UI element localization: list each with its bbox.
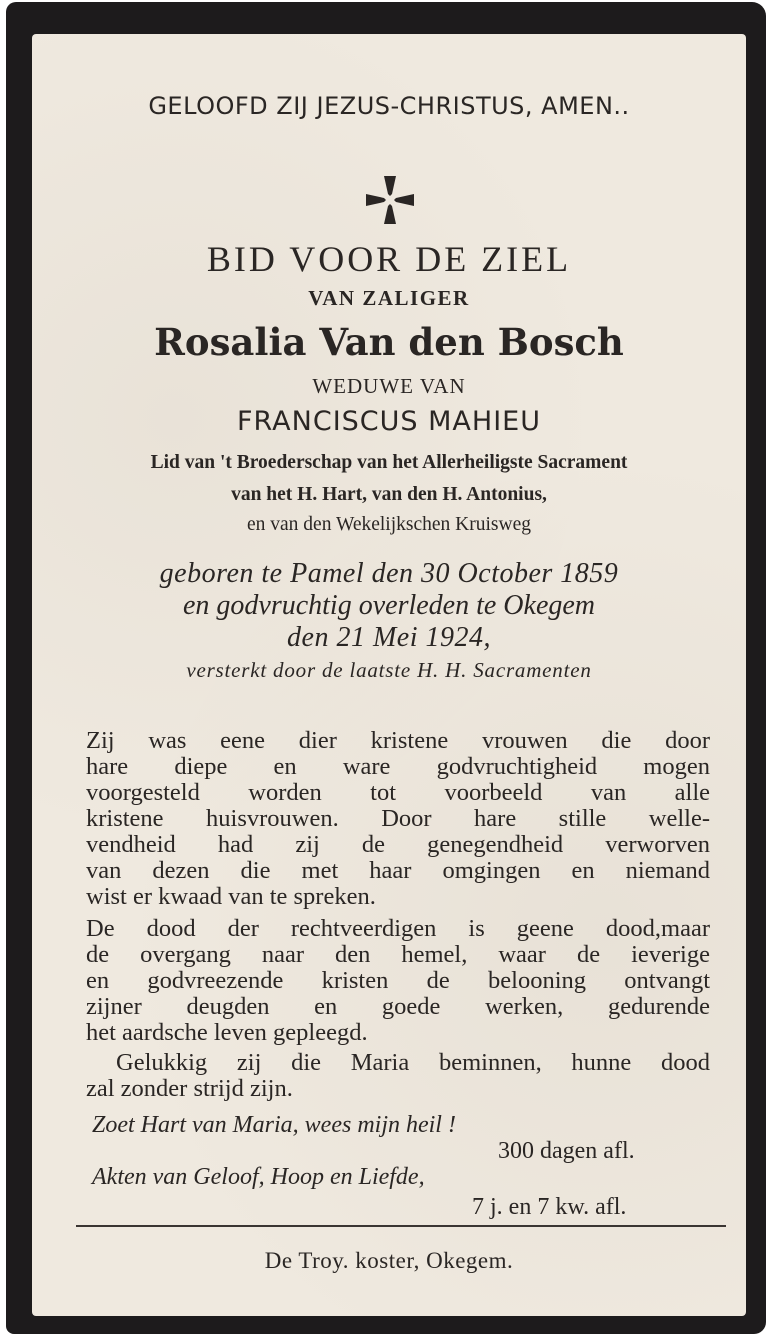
paragraph-1-line: wist er kwaad van te spreken. [86,883,376,910]
paragraph-1-line: kristene huisvrouwen. Door hare stille welle- [86,805,710,832]
spouse-name: FRANCISCUS MAHIEU [236,406,541,437]
heading-van-zaliger: VAN ZALIGER [308,286,470,310]
paragraph-1-line: van dezen die met haar omgingen en niemand [86,857,710,884]
card-paper [32,34,746,1316]
cross-pattee-icon [364,174,416,226]
paragraph-1-line: Zij was eene dier kristene vrouwen die door [86,727,710,754]
paragraph-2-line: zijner deugden en goede werken, gedurende [86,993,710,1020]
membership-line-1: Lid van 't Broederschap van het Allerheiligste Sacrament [150,452,628,473]
paragraph-2-line: en godvreezende kristen de belooning ontvangt [86,967,710,994]
death-line: en godvruchtig overleden te Okegem [182,590,596,621]
membership-line-3: en van den Wekelijkschen Kruisweg [247,514,531,535]
prayer-1-indulgence: 300 dagen afl. [498,1138,635,1164]
paragraph-2-line: het aardsche leven gepleegd. [86,1019,368,1046]
prayer-2: Akten van Geloof, Hoop en Liefde, [92,1164,425,1190]
paragraph-1-line: hare diepe en ware godvruchtigheid mogen [86,753,710,780]
paragraph-3-line: Gelukkig zij die Maria beminnen, hunne dood [116,1049,710,1076]
death-date: den 21 Mei 1924, [287,622,491,653]
divider-rule [76,1225,726,1227]
printer-line: De Troy. koster, Okegem. [264,1248,514,1273]
paragraph-2-line: De dood der rechtveerdigen is geene dood,maar [86,915,710,942]
paragraph-2-line: de overgang naar den hemel, waar de ieverige [86,941,710,968]
birth-line: geboren te Pamel den 30 October 1859 [159,558,619,589]
heading-weduwe-van: WEDUWE VAN [312,374,466,398]
membership-line-2: van het H. Hart, van den H. Antonius, [231,484,547,505]
prayer-2-indulgence: 7 j. en 7 kw. afl. [472,1194,627,1220]
header-text: GELOOFD ZIJ JEZUS-CHRISTUS, AMEN.. [148,92,630,120]
paragraph-1-line: voorgesteld worden tot voorbeeld van alle [86,779,710,806]
paragraph-1-line: vendheid had zij de genegendheid verworven [86,831,710,858]
deceased-name: Rosalia Van den Bosch [154,320,624,364]
sacraments-line: versterkt door de laatste H. H. Sacramenten [186,658,592,682]
paragraph-3-line: zal zonder strijd zijn. [86,1075,293,1102]
prayer-1: Zoet Hart van Maria, wees mijn heil ! [92,1112,456,1138]
memorial-card [6,2,766,1334]
heading-pray: BID VOOR DE ZIEL [206,239,572,279]
